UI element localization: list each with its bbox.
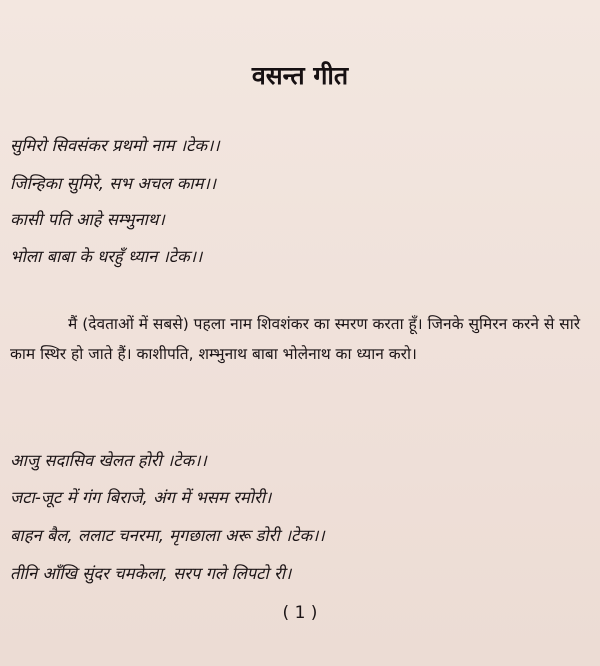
verse-line: तीनि आँखि सुंदर चमकेला, सरप गले लिपटो री।	[10, 564, 292, 583]
verse-line: आजु सदासिव खेलत होरी ।टेक।।	[10, 451, 207, 470]
verse-line: बाहन बैल, ललाट चनरमा, मृगछाला अरू डोरी ।टेक।।	[10, 526, 325, 545]
verse-line: जिन्हिका सुमिरे, सभ अचल काम।।	[10, 174, 217, 193]
meaning-text: मैं (देवताओं में सबसे) पहला नाम शिवशंकर का स्मरण करता हूँ। जिनके सुमिरन करने से सारे काम स्थिर हो जाते हैं। काशीपति, शम्भुनाथ बाबा भोलेनाथ का ध्यान करो।	[10, 315, 581, 363]
page-title: वसन्त गीत	[251, 61, 349, 90]
verse-line: जटा-जूट में गंग बिराजे, अंग में भसम रमोरी।	[10, 488, 272, 507]
meaning-paragraph	[10, 309, 588, 369]
verse-line: भोला बाबा के धरहुँ ध्यान ।टेक।।	[10, 247, 203, 266]
verse-line: सुमिरो सिवसंकर प्रथमो नाम ।टेक।।	[10, 136, 220, 155]
verse-line: कासी पति आहे सम्भुनाथ।	[10, 210, 165, 229]
page-number: ( 1 )	[282, 603, 318, 623]
